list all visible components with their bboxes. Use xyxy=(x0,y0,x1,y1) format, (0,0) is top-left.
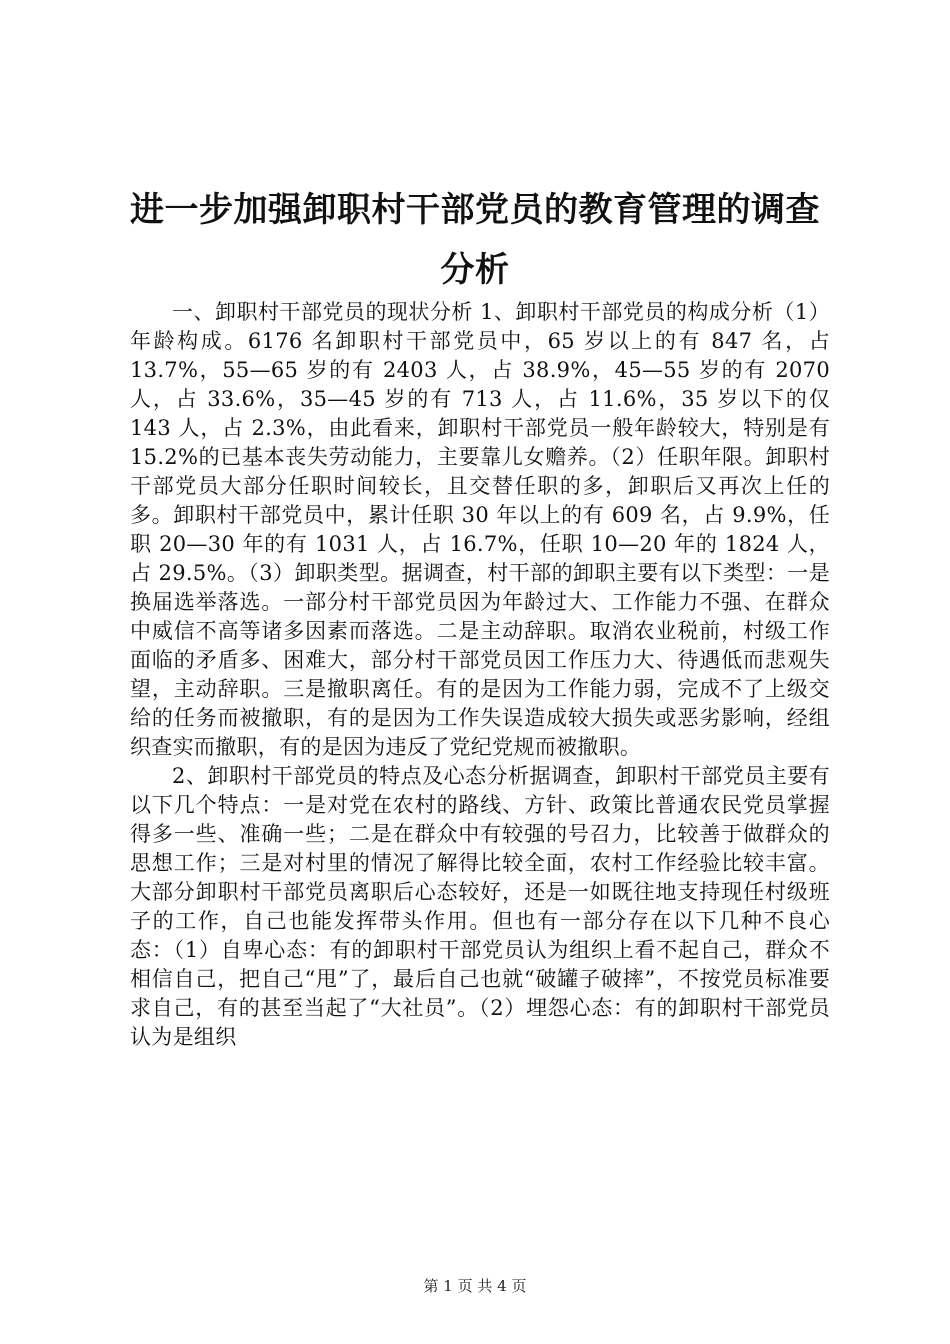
body-paragraph-2: 2、卸职村干部党员的特点及心态分析据调查，卸职村干部党员主要有以下几个特点：一是对党在农村的路线、方针、政策比普通农民党员掌握得多一些、准确一些；二是在群众中有较强的号召力，比较善于做群众的思想工作；三是对村里的情况了解得比较全面，农村工作经验比较丰富。大部分卸职村干部党员离职后心态较好，还是一如既往地支持现任村级班子的工作，自己也能发挥带头作用。但也有一部分存在以下几种不良心态：（1）自卑心态：有的卸职村干部党员认为组织上看不起自己，群众不相信自己，把自己“甩”了，最后自己也就“破罐子破摔”，不按党员标准要求自己，有的甚至当起了“大社员”。（2）埋怨心态：有的卸职村干部党员认为是组织 xyxy=(130,764,830,1049)
document-title-line-2: 分析 xyxy=(440,250,510,290)
document-body xyxy=(130,298,830,1052)
document-title-line-1: 进一步加强卸职村干部党员的教育管理的调查 xyxy=(130,190,820,230)
page-number-footer: 第 1 页 共 4 页 xyxy=(423,1277,527,1295)
body-paragraph-1: 一、卸职村干部党员的现状分析 1、卸职村干部党员的构成分析（1）年龄构成。6176 名卸职村干部党员中，65 岁以上的有 847 名，占 13.7%，55—65 岁的有 2403 人，占 38.9%，45—55 岁的有 2070 人，占 33.6%，35—45 岁的有 713 人，占 11.6%，35 岁以下的仅 143 人，占 2.3%，由此看来，卸职村干部党员一般年龄较大，特别是有 15.2%的已基本丧失劳动能力，主要靠儿女赡养。（2）任职年限。卸职村干部党员大部分任职时间较长，且交替任职的多，卸职后又再次上任的多。卸职村干部党员中，累计任职 30 年以上的有 609 名，占 9.9%，任职 20—30 年的有 1031 人，占 16.7%，任职 10—20 年的 1824 人，占 29.5%。（3）卸职类型。据调查，村干部的卸职主要有以下类型：一是换届选举落选。一部分村干部党员因为年龄过大、工作能力不强、在群众中威信不高等诸多因素而落选。二是主动辞职。取消农业税前，村级工作面临的矛盾多、困难大，部分村干部党员因工作压力大、待遇低而悲观失望，主动辞职。三是撤职离任。有的是因为工作能力弱，完成不了上级交给的任务而被撤职，有的是因为工作失误造成较大损失或恶劣影响，经组织查实而撤职，有的是因为违反了党纪党规而被撤职。 xyxy=(130,300,830,759)
